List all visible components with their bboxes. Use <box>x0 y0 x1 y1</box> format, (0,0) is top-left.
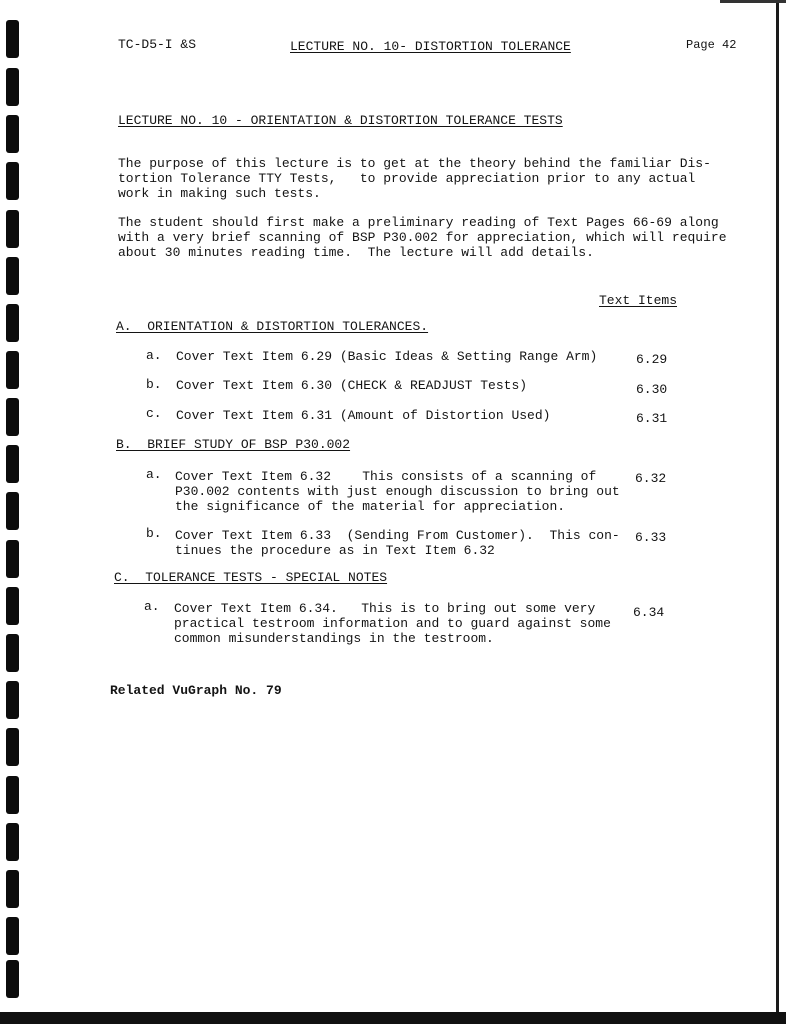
punch-hole <box>6 540 19 578</box>
punch-hole <box>6 917 19 955</box>
punch-hole <box>6 162 19 200</box>
item-text: Cover Text Item 6.34. This is to bring out some very practical testroom information and to guard against some common misunderstandings in the testroom. <box>174 601 611 646</box>
item-letter: a. <box>146 467 162 482</box>
related-vugraph: Related VuGraph No. 79 <box>110 683 282 698</box>
document-code: TC-D5-I &S <box>118 37 197 52</box>
item-letter: a. <box>146 348 162 363</box>
item-text: Cover Text Item 6.30 (CHECK & READJUST Tests) <box>176 378 528 393</box>
intro-paragraph-2: The student should first make a preliminary reading of Text Pages 66-69 along with a very brief scanning of BSP P30.002 for appreciation, which will require about 30 minutes reading time. The lecture will add details. <box>118 215 727 260</box>
scan-edge-bottom <box>0 1012 786 1024</box>
punch-hole <box>6 728 19 766</box>
scan-edge-top <box>720 0 786 3</box>
item-ref: 6.33 <box>635 530 667 545</box>
punch-hole <box>6 587 19 625</box>
page-number: Page 42 <box>686 38 737 52</box>
item-ref: 6.32 <box>635 471 667 486</box>
item-text: Cover Text Item 6.32 This consists of a scanning of P30.002 contents with just enough discussion to bring out the significance of the material for appreciation. <box>175 469 620 514</box>
item-letter: b. <box>146 526 162 541</box>
item-ref: 6.30 <box>636 382 668 397</box>
lecture-heading: LECTURE NO. 10 - ORIENTATION & DISTORTION TOLERANCE TESTS <box>118 113 563 128</box>
item-ref: 6.34 <box>633 605 665 620</box>
punch-hole <box>6 492 19 530</box>
punch-hole <box>6 776 19 814</box>
punch-hole <box>6 870 19 908</box>
punch-hole <box>6 351 19 389</box>
punch-hole <box>6 257 19 295</box>
punch-hole <box>6 68 19 106</box>
punch-hole <box>6 210 19 248</box>
punch-hole <box>6 115 19 153</box>
punch-hole <box>6 960 19 998</box>
punch-hole <box>6 823 19 861</box>
punch-hole <box>6 398 19 436</box>
item-letter: a. <box>144 599 160 614</box>
punch-hole <box>6 681 19 719</box>
intro-paragraph-1: The purpose of this lecture is to get at the theory behind the familiar Dis- tortion Tolerance TTY Tests, to provide appreciation prior to any actual work in making such tests. <box>118 156 711 201</box>
section-title: B. BRIEF STUDY OF BSP P30.002 <box>116 437 351 452</box>
punch-hole <box>6 445 19 483</box>
text-items-header: Text Items <box>599 293 678 308</box>
section-title: C. TOLERANCE TESTS - SPECIAL NOTES <box>114 570 388 585</box>
item-text: Cover Text Item 6.31 (Amount of Distortion Used) <box>176 408 551 423</box>
punch-hole <box>6 304 19 342</box>
punch-hole <box>6 634 19 672</box>
item-ref: 6.29 <box>636 352 668 367</box>
item-ref: 6.31 <box>636 411 668 426</box>
punch-hole <box>6 20 19 58</box>
item-text: Cover Text Item 6.29 (Basic Ideas & Setting Range Arm) <box>176 349 598 364</box>
binder-holes <box>6 20 20 1000</box>
section-title: A. ORIENTATION & DISTORTION TOLERANCES. <box>116 319 429 334</box>
header-title: LECTURE NO. 10- DISTORTION TOLERANCE <box>290 39 571 54</box>
item-letter: c. <box>146 406 162 421</box>
item-text: Cover Text Item 6.33 (Sending From Customer). This con- tinues the procedure as in Text Item 6.32 <box>175 528 620 558</box>
scan-edge-right <box>776 0 779 1014</box>
item-letter: b. <box>146 377 162 392</box>
